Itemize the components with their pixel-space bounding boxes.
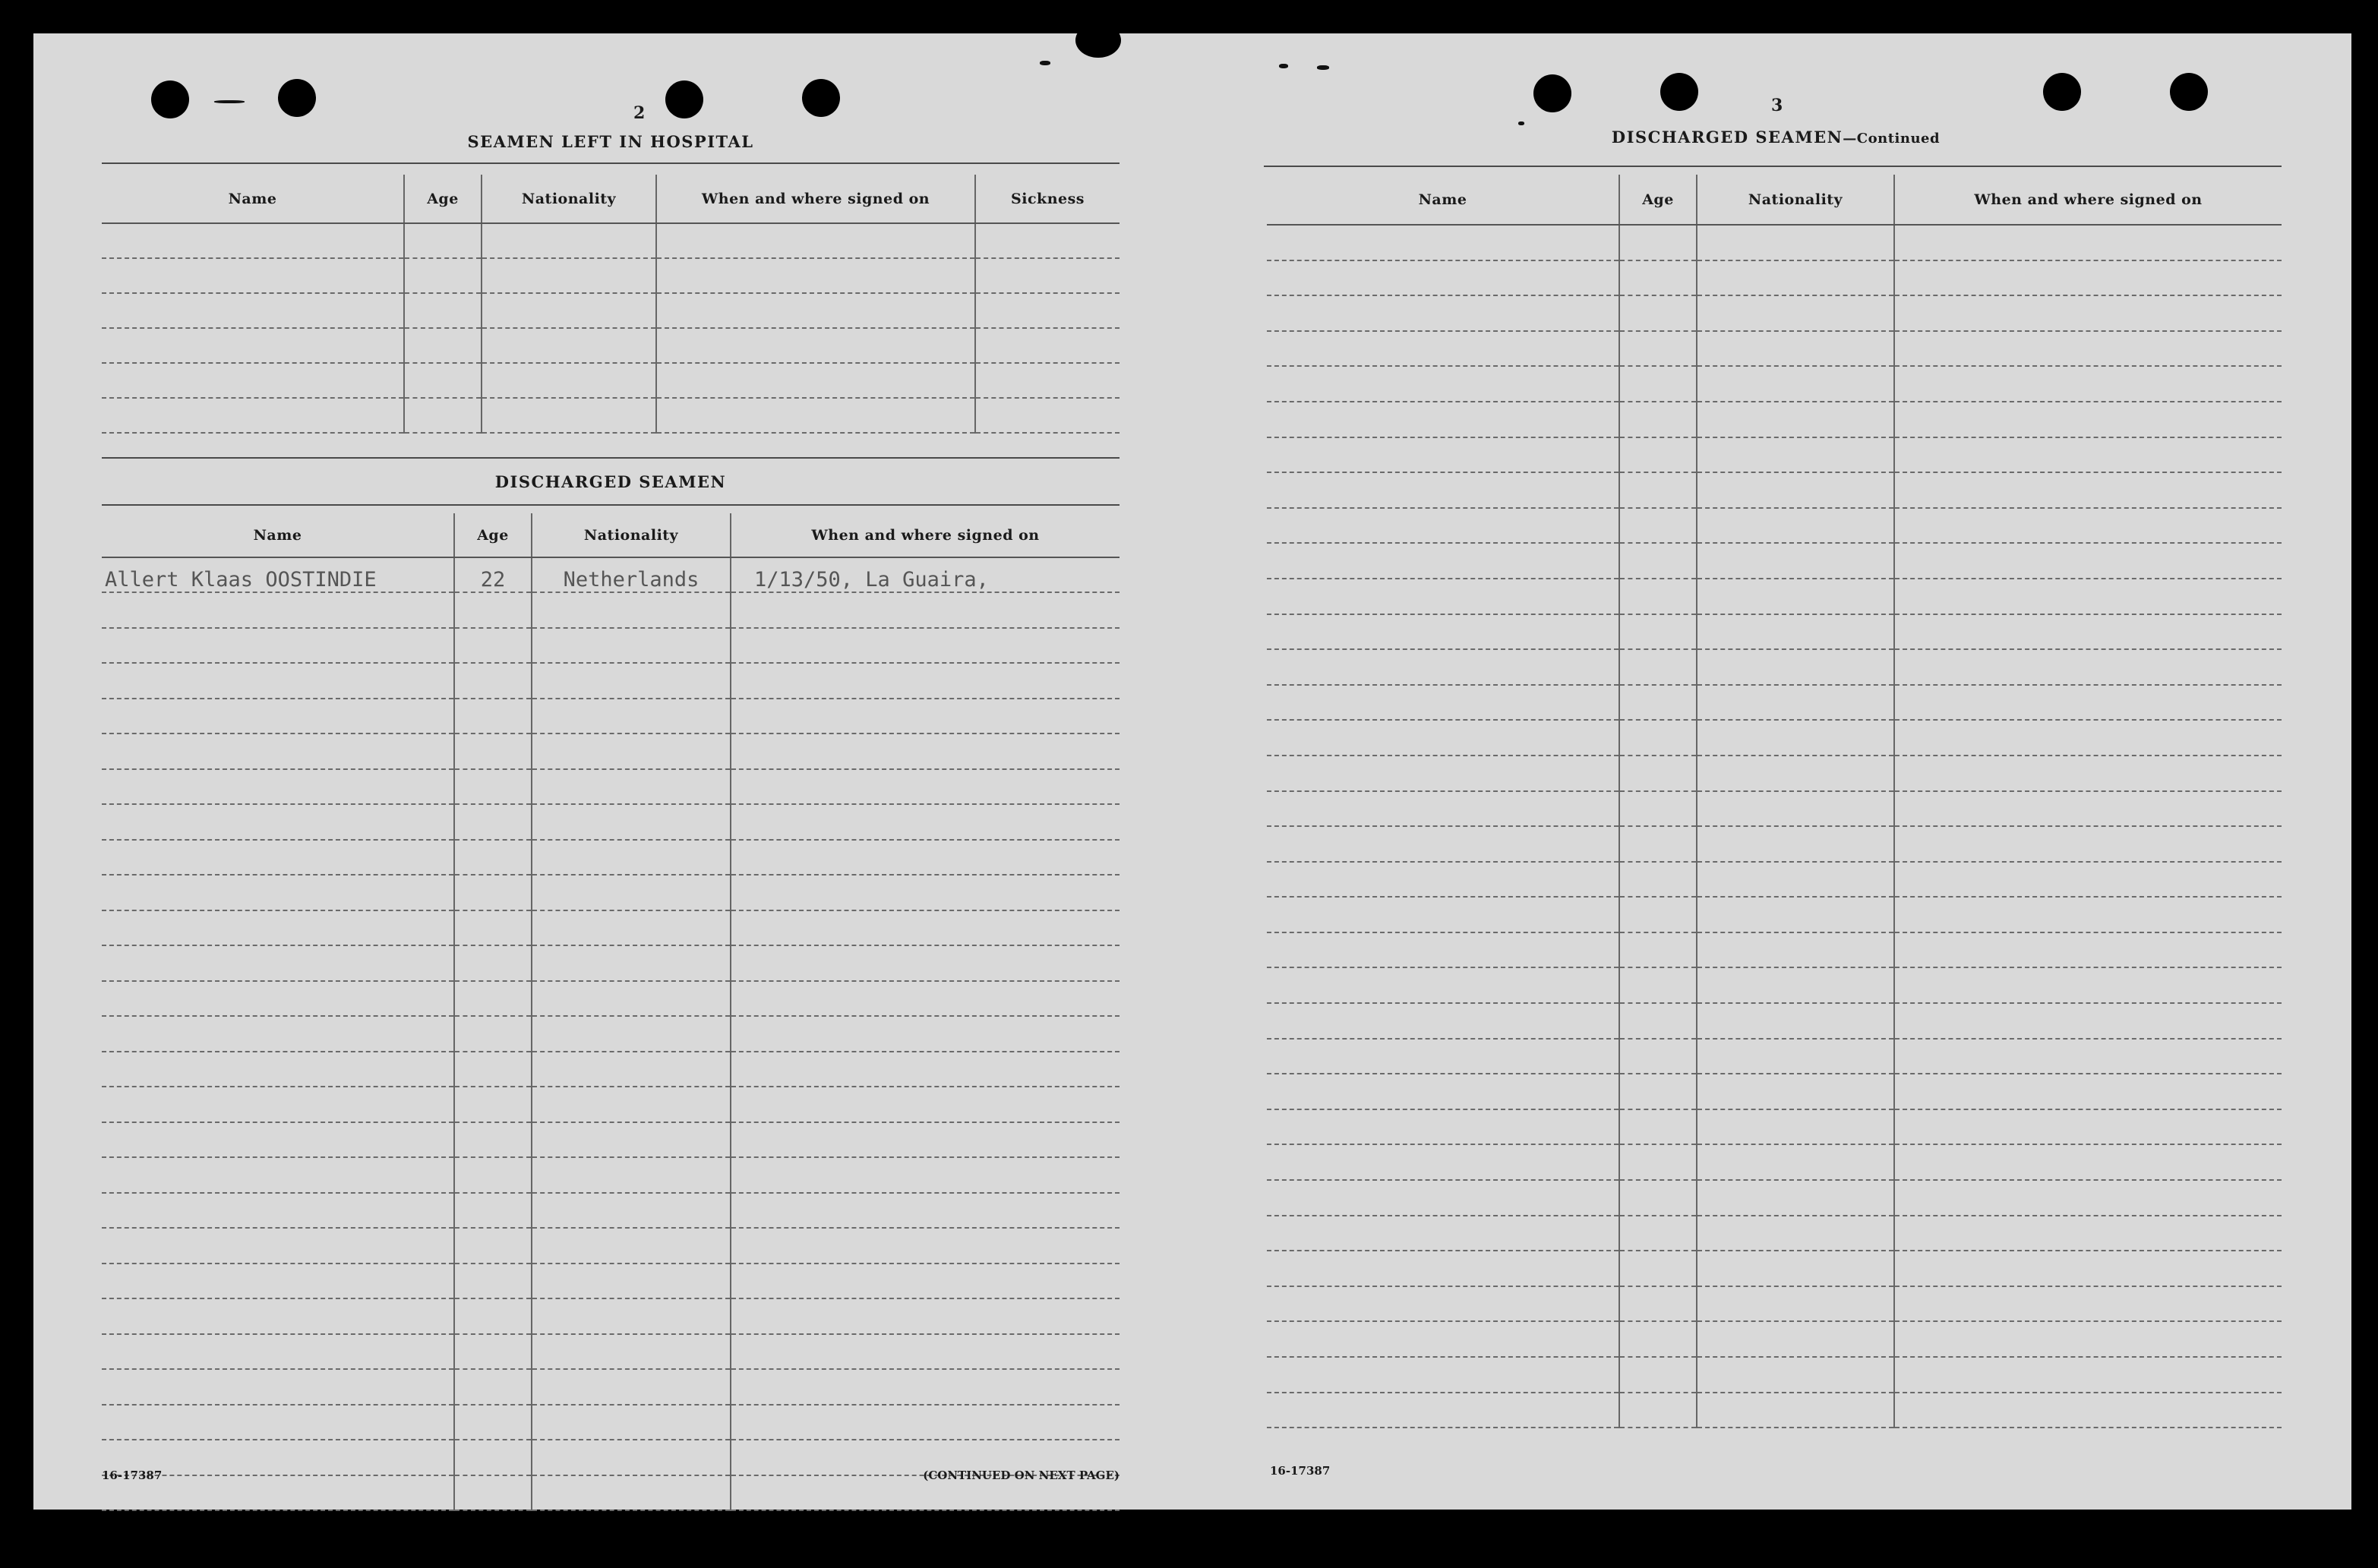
table-row (1267, 1216, 2282, 1251)
table-row (102, 557, 1120, 592)
table-row (102, 1087, 1120, 1122)
left-page (102, 33, 1154, 1510)
column-header-signed-on: When and where signed on (656, 175, 975, 223)
table-row (102, 1334, 1120, 1370)
seaman-age: 22 (454, 557, 532, 592)
right-page (1267, 33, 2318, 1510)
column-header-nationality: Nationality (532, 513, 731, 557)
table-row (1267, 826, 2282, 862)
seaman-signed-on: 1/13/50, La Guaira, (731, 557, 1120, 592)
table-row (102, 1122, 1120, 1158)
discharged-rows (102, 557, 1120, 1510)
column-header-nationality: Nationality (482, 175, 656, 223)
discharged-table (102, 513, 1120, 1511)
table-row (102, 223, 1120, 258)
table-row (102, 981, 1120, 1017)
table-row (1267, 932, 2282, 968)
table-row (1267, 543, 2282, 579)
seaman-nationality: Netherlands (532, 557, 731, 592)
discharged-section-title: DISCHARGED SEAMEN (494, 472, 727, 491)
continued-rows (1267, 225, 2282, 1428)
table-row (1267, 508, 2282, 544)
table-row (1267, 295, 2282, 331)
table-row (1267, 1039, 2282, 1074)
column-header-age: Age (1619, 175, 1697, 225)
table-row (102, 840, 1120, 875)
seaman-name: Allert Klaas OOSTINDIE (102, 557, 454, 592)
table-row (1267, 437, 2282, 473)
table-row (102, 592, 1120, 628)
discharged-continued-title (1267, 128, 2285, 147)
table-row (102, 1228, 1120, 1264)
table-row (1267, 791, 2282, 827)
table-row (1267, 472, 2282, 508)
column-header-name: Name (1267, 175, 1619, 225)
table-row (102, 1298, 1120, 1334)
section-divider (102, 457, 1120, 459)
table-row (102, 1264, 1120, 1299)
table-row (1267, 366, 2282, 402)
table-row (102, 293, 1120, 328)
table-row (1267, 1357, 2282, 1393)
discharged-continued-table (1267, 175, 2282, 1428)
title-rule (102, 162, 1120, 164)
table-row (102, 699, 1120, 734)
table-row (1267, 862, 2282, 898)
title-rule (102, 504, 1120, 506)
table-row (1267, 756, 2282, 791)
hospital-table (102, 175, 1120, 434)
table-row (102, 910, 1120, 946)
table-row (102, 1193, 1120, 1229)
column-header-name: Name (102, 175, 404, 223)
column-header-signed-on: When and where signed on (731, 513, 1120, 557)
table-row (1267, 1251, 2282, 1286)
table-row (102, 258, 1120, 293)
table-row (1267, 614, 2282, 650)
table-row (102, 945, 1120, 981)
column-header-age: Age (404, 175, 482, 223)
column-header-nationality: Nationality (1697, 175, 1894, 225)
table-row (1267, 897, 2282, 932)
table-row (102, 734, 1120, 769)
table-row (1267, 720, 2282, 756)
page-number: 2 (633, 103, 646, 123)
table-row (1267, 331, 2282, 367)
hospital-rows (102, 223, 1120, 433)
table-row (102, 875, 1120, 910)
title-rule (1264, 166, 2282, 167)
table-row (102, 663, 1120, 699)
table-row (102, 1157, 1120, 1193)
column-header-sickness: Sickness (975, 175, 1120, 223)
table-row (1267, 579, 2282, 614)
column-header-signed-on: When and where signed on (1894, 175, 2282, 225)
table-row (102, 398, 1120, 433)
table-row (102, 1016, 1120, 1052)
column-header-age: Age (454, 513, 532, 557)
table-row (102, 1052, 1120, 1087)
table-row (1267, 1144, 2282, 1180)
table-row (102, 628, 1120, 664)
title-continued: —Continued (1843, 131, 1941, 147)
hospital-section-title: SEAMEN LEFT IN HOSPITAL (467, 132, 754, 151)
continued-note: (CONTINUED ON NEXT PAGE) (923, 1469, 1120, 1482)
form-number: 16-17387 (102, 1469, 163, 1482)
table-row (102, 804, 1120, 840)
table-row (1267, 1003, 2282, 1039)
table-row (1267, 1180, 2282, 1216)
table-row (102, 363, 1120, 398)
table-row (1267, 1321, 2282, 1357)
table-row (102, 1405, 1120, 1440)
ledger-sheet (33, 33, 2351, 1510)
table-row (102, 769, 1120, 805)
table-row (1267, 225, 2282, 260)
table-row (102, 1369, 1120, 1405)
table-row (1267, 1109, 2282, 1145)
title-main: DISCHARGED SEAMEN (1611, 128, 1843, 147)
table-row (1267, 649, 2282, 685)
table-row (102, 328, 1120, 363)
table-row (1267, 260, 2282, 296)
table-row (1267, 1286, 2282, 1322)
table-row (1267, 1393, 2282, 1428)
column-header-name: Name (102, 513, 454, 557)
table-row (1267, 402, 2282, 437)
table-row (1267, 685, 2282, 721)
page-number: 3 (1771, 96, 1783, 115)
table-row (1267, 1074, 2282, 1109)
table-row (1267, 967, 2282, 1003)
form-number: 16-17387 (1270, 1464, 1331, 1478)
